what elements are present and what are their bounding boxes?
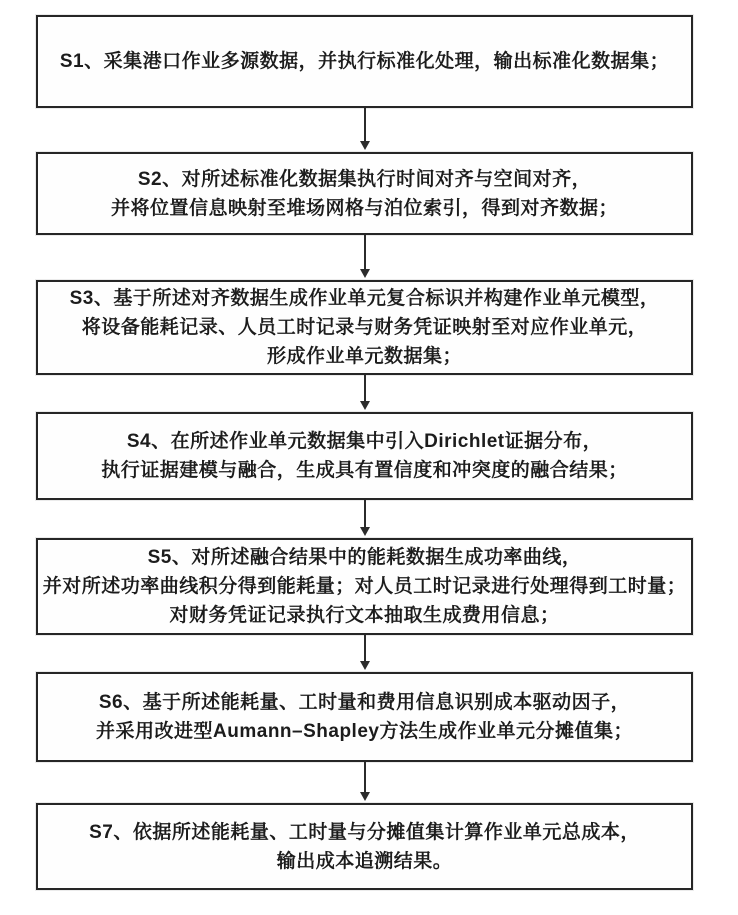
down-arrow-icon <box>36 375 693 412</box>
arrow-line <box>364 108 366 141</box>
down-arrow-icon <box>36 108 693 152</box>
step-text: 执行证据建模与融合，生成具有置信度和冲突度的融合结果； <box>101 460 628 481</box>
step-box-s2 <box>36 152 693 235</box>
step-box-s3 <box>36 280 693 375</box>
arrow-line <box>364 635 366 661</box>
down-arrow-icon <box>36 635 693 672</box>
step-text: S4、在所述作业单元数据集中引入Dirichlet证据分布， <box>126 431 603 452</box>
arrow-head <box>360 141 370 150</box>
arrow-head <box>360 269 370 278</box>
down-arrow-icon <box>36 500 693 538</box>
step-text: 形成作业单元数据集； <box>266 346 462 367</box>
step-box-s4 <box>36 412 693 500</box>
step-box-s1 <box>36 15 693 108</box>
step-text: 并对所述功率曲线积分得到能耗量；对人员工时记录进行处理得到工时量； <box>42 576 687 597</box>
step-text: 输出成本追溯结果。 <box>276 850 453 872</box>
arrow-head <box>360 661 370 670</box>
step-text: S7、依据所述能耗量、工时量与分摊值集计算作业单元总成本， <box>89 821 640 843</box>
step-text: S5、对所述融合结果中的能耗数据生成功率曲线， <box>147 547 582 568</box>
down-arrow-icon <box>36 762 693 803</box>
step-text: 并采用改进型Aumann–Shapley方法生成作业单元分摊值集； <box>96 721 633 742</box>
arrow-head <box>360 527 370 536</box>
step-text: 将设备能耗记录、人员工时记录与财务凭证映射至对应作业单元， <box>81 317 648 338</box>
step-text: S1、采集港口作业多源数据，并执行标准化处理，输出标准化数据集； <box>59 51 670 72</box>
arrow-line <box>364 762 366 792</box>
step-box-s6 <box>36 672 693 762</box>
arrow-line <box>364 375 366 401</box>
step-box-s5 <box>36 538 693 635</box>
step-text: S6、基于所述能耗量、工时量和费用信息识别成本驱动因子， <box>98 692 631 713</box>
step-text: 并将位置信息映射至堆场网格与泊位索引，得到对齐数据； <box>110 197 618 219</box>
step-box-s7 <box>36 803 693 890</box>
arrow-line <box>364 500 366 527</box>
flowchart <box>36 15 693 890</box>
down-arrow-icon <box>36 235 693 280</box>
step-text: S2、对所述标准化数据集执行时间对齐与空间对齐， <box>137 168 592 190</box>
step-text: S3、基于所述对齐数据生成作业单元复合标识并构建作业单元模型， <box>69 288 660 309</box>
arrow-line <box>364 235 366 269</box>
step-text: 对财务凭证记录执行文本抽取生成费用信息； <box>169 605 560 626</box>
arrow-head <box>360 792 370 801</box>
arrow-head <box>360 401 370 410</box>
